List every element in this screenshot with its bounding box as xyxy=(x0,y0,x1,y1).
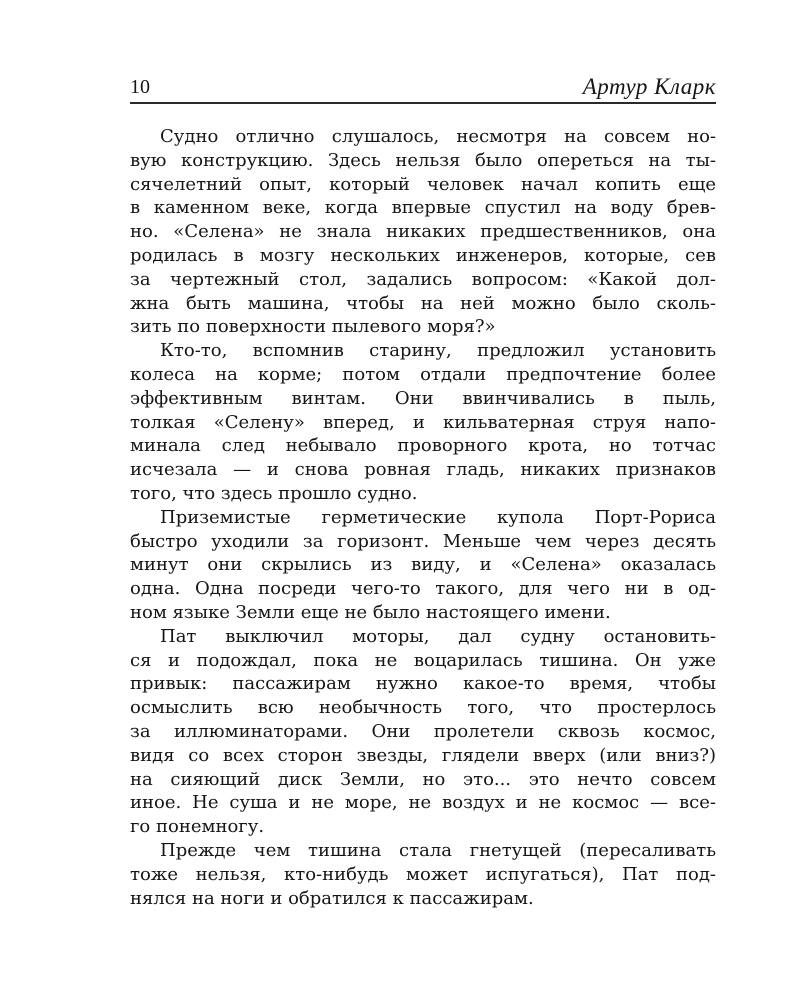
text-line: нялся на ноги и обратился к пассажирам. xyxy=(130,887,534,909)
text-line: жна быть машина, чтобы на ней можно было сколь- xyxy=(130,292,716,314)
text-line: сячелетний опыт, который человек начал копить еще xyxy=(130,173,716,195)
text-line: за чертежный стол, задались вопросом: «Какой дол- xyxy=(130,268,716,290)
paragraph xyxy=(130,625,716,839)
text-line: но. «Селена» не знала никаких предшественников, она xyxy=(130,221,716,243)
text-line: видя со всех сторон звезды, глядели вверх (или вниз?) xyxy=(130,744,716,766)
text-line: быстро уходили за горизонт. Меньше чем через десять xyxy=(130,530,716,552)
text-line: в каменном веке, когда впервые спустил на воду брев- xyxy=(130,197,716,219)
text-line: исчезала — и снова ровная гладь, никаких признаков xyxy=(130,459,716,481)
text-line: Приземистые герметические купола Порт-Рориса xyxy=(160,506,716,528)
paragraph xyxy=(130,125,716,339)
text-line: привык: пассажирам нужно какое-то время, чтобы xyxy=(130,673,716,695)
text-line: иное. Не суша и не море, не воздух и не космос — все- xyxy=(130,792,716,814)
text-line: минут они скрылись из виду, и «Селена» оказалась xyxy=(130,554,716,576)
text-line: Пат выключил моторы, дал судну остановить- xyxy=(160,625,716,647)
text-line: того, что здесь прошло судно. xyxy=(130,482,418,504)
text-line: толкая «Селену» вперед, и кильватерная струя напо- xyxy=(130,411,716,433)
text-line: зить по поверхности пылевого моря?» xyxy=(130,316,496,338)
paragraph xyxy=(130,506,716,625)
text-line: го понемногу. xyxy=(130,816,265,838)
text-line: ном языке Земли еще не было настоящего имени. xyxy=(130,601,611,623)
text-line: родилась в мозгу нескольких инженеров, которые, сев xyxy=(130,244,716,266)
text-line: Прежде чем тишина стала гнетущей (пересаливать xyxy=(160,839,716,861)
body-text xyxy=(130,125,716,910)
text-line: Судно отлично слушалось, несмотря на совсем но- xyxy=(160,126,716,147)
text-line: на сияющий диск Земли, но это... это нечто совсем xyxy=(130,768,716,790)
running-head-author: Артур Кларк xyxy=(582,74,716,99)
page-header xyxy=(130,74,716,104)
text-line: колеса на корме; потом отдали предпочтение более xyxy=(130,363,716,385)
text-line: эффективным винтам. Они ввинчивались в пыль, xyxy=(130,387,716,409)
text-line: одна. Одна посреди чего-то такого, для чего ни в од- xyxy=(130,578,716,600)
text-line: вую конструкцию. Здесь нельзя было опереться на ты- xyxy=(130,149,716,171)
text-line: за иллюминаторами. Они пролетели сквозь космос, xyxy=(130,720,716,742)
text-line: тоже нельзя, кто-нибудь может испугаться), Пат под- xyxy=(130,863,716,885)
text-line: минала след небывало проворного крота, но тотчас xyxy=(130,435,716,457)
paragraph xyxy=(130,839,716,910)
text-line: Кто-то, вспомнив старину, предложил установить xyxy=(160,340,716,362)
paragraph xyxy=(130,339,716,506)
text-line: ся и подождал, пока не воцарилась тишина. Он уже xyxy=(130,649,716,671)
page-number: 10 xyxy=(130,76,150,98)
text-line: осмыслить всю необычность того, что простерлось xyxy=(130,697,716,719)
